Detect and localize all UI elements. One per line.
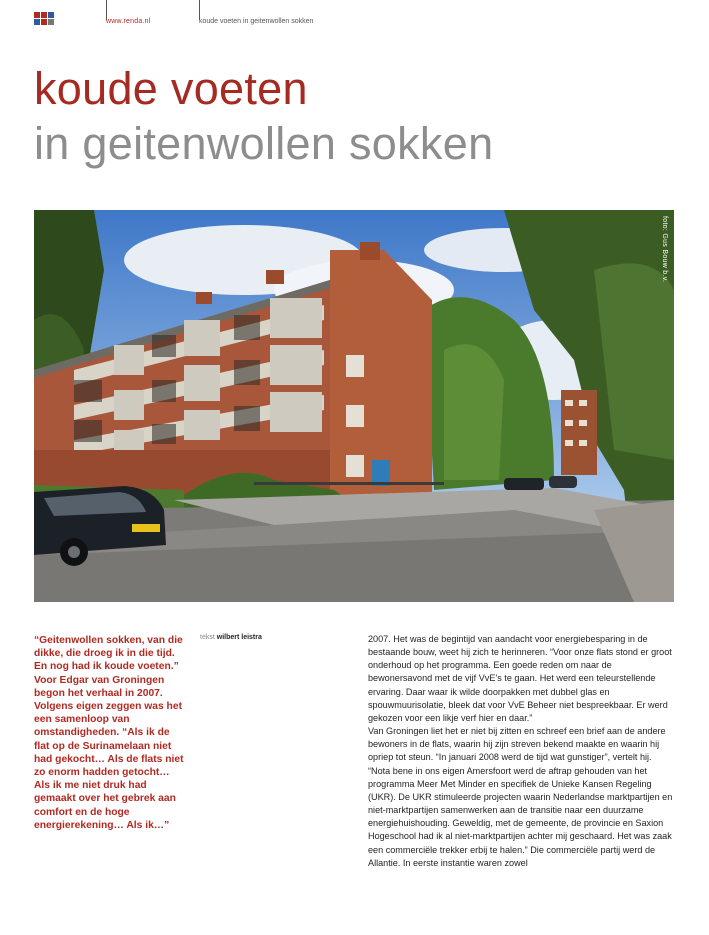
byline-author: wilbert leistra [216, 634, 262, 641]
title-line-1: koude voeten [34, 63, 308, 114]
photo-credit: foto: Gus Bouw b.v. [661, 216, 668, 283]
title-line-2: in geitenwollen sokken [34, 118, 494, 169]
byline-label: tekst [200, 634, 215, 641]
byline [200, 634, 262, 641]
site-url[interactable]: www.renda.nl [106, 18, 151, 25]
intro-quote: “Geitenwollen sokken, van die dikke, die droeg ik in die tijd. En nog had ik koude voeten.” Voor Edgar van Groningen begon het verhaal in 2007. Volgens eigen zeggen was het een samenloop van omstandigheden. “Als ik de flat op de Surinamelaan niet had gekocht… Als de flats niet zo enorm hadden getocht… Als ik me niet druk had gemaakt over het gebrek aan comfort en de hoge energierekening… Als ik…” [34, 635, 184, 831]
renda-logo [34, 12, 54, 25]
paragraph: Van Groningen liet het er niet bij zitten en schreef een brief aan de andere bewoners in de flats, waarin hij zijn streven bekend maakte en waarin hij opriep tot steun. “In januari 2008 werd de tijd wat gunstiger”, vertelt hij. “Nota bene in ons eigen Amersfoort werd de aftrap gehouden van het programma Meer Met Minder en specifiek de Unieke Kansen Regeling (UKR). De UKR stimuleerde projecten waarin Nederlandse marktpartijen en niet-marktpartijen samenwerken aan de transitie naar een duurzame energiehuishouding. Geweldig, met de gemeente, de provincie en Saxion Hogeschool had ik al niet-marktpartijen achter mij geschaard. Het was zaak een commerciële trekker erbij te halen.” Die commerciële partij werd de Allantie. In eerste instantie waren zowel [368, 726, 673, 868]
header-divider [106, 0, 107, 20]
running-head: koude voeten in geitenwollen sokken [199, 18, 314, 25]
header-divider [199, 0, 200, 20]
apartment-photo [34, 210, 674, 602]
paragraph: 2007. Het was de begintijd van aandacht voor energiebesparing in de bestaande bouw, weet hij zich te herinneren. “Voor onze flats stond er groot onderhoud op het programma. Een goede reden om naar de bewonersavond met de vijf VvE’s te gaan. Het werd een teleurstellende ervaring. Daar waar ik wilde doorpakken met dubbel glas en spouwmuurisolatie, bleek dat voor VvE Beheer niet bespreekbaar. Er werd gekozen voor een likje verf hier en daar.” [368, 634, 672, 723]
article-body [368, 633, 674, 870]
